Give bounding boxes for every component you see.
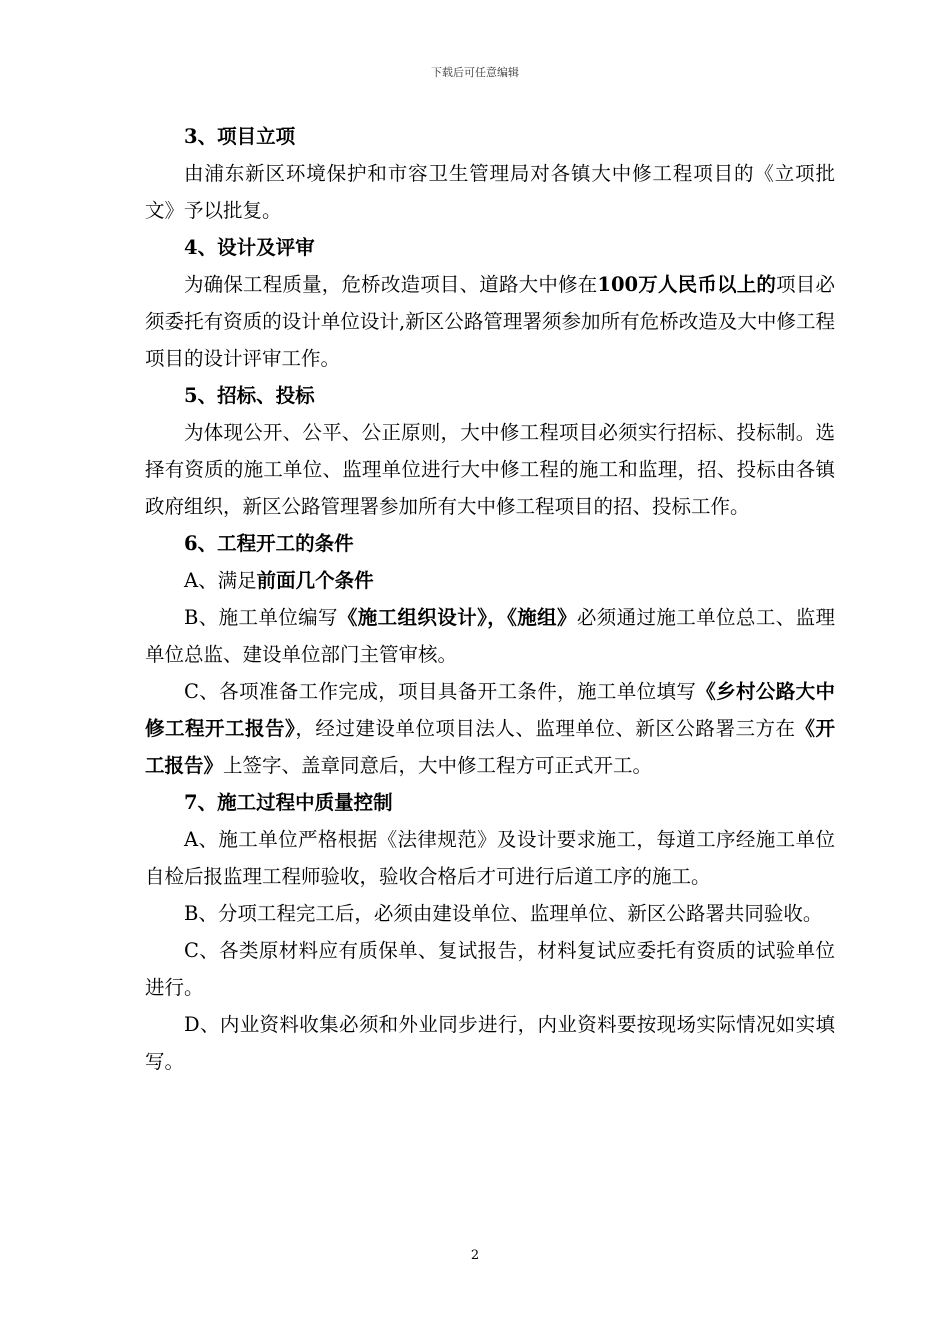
body-paragraph [145,1006,835,1080]
text-run: D、内业资料收集必须和外业同步进行，内业资料要按现场实际情况如实填写。 [145,1013,835,1073]
text-run: A、施工单位严格根据《法律规范》及设计要求施工，每道工序经施工单位自检后报监理工程师验收，验收合格后才可进行后道工序的施工。 [145,828,835,888]
text-run: 项目必须委托有资质的设计单位设计,新区公路管理署须参加所有危桥改造及大中修工程项目的设计评审工作。 [145,273,835,370]
body-paragraph [145,266,835,377]
body-paragraph [145,673,835,784]
body-paragraph [145,562,835,599]
text-run: B、施工单位编写 [184,606,338,629]
body-paragraph [145,932,835,1006]
section-heading: 5、招标、投标 [184,384,315,407]
bold-text-run: 100万人民币以上的 [597,273,777,296]
bold-text-run: 《施工组织设计》，《施组》 [337,606,577,629]
section-heading: 4、设计及评审 [184,236,315,259]
text-run: 上签字、盖章同意后，大中修工程方可正式开工。 [223,754,653,777]
page-header-note: 下载后可任意编辑 [431,66,519,79]
text-run: 由浦东新区环境保护和市容卫生管理局对各镇大中修工程项目的《立项批文》予以批复。 [145,162,835,222]
body-paragraph [145,599,835,673]
body-paragraph [145,821,835,895]
section-heading: 3、项目立项 [184,125,296,148]
body-paragraph [145,414,835,525]
text-run: 必须通过施工单位总工、监理单位总监、建设单位部门主管审核。 [145,606,835,666]
text-run: B、分项工程完工后，必须由建设单位、监理单位、新区公路署共同验收。 [184,902,823,925]
section-heading: 6、工程开工的条件 [184,532,354,555]
page-number: 2 [470,1248,480,1263]
body-paragraph [145,895,835,932]
bold-text-run: 《乡村公路大中修工程开工报告》 [145,680,835,740]
text-run: C、各类原材料应有质保单、复试报告，材料复试应委托有资质的试验单位进行。 [145,939,835,999]
document-body [145,118,835,1080]
bold-text-run: 前面几个条件 [256,569,374,592]
text-run: ，经过建设单位项目法人、监理单位、新区公路署三方在 [295,717,796,740]
text-run: A、满足 [184,569,257,592]
body-paragraph [145,155,835,229]
section-heading: 7、施工过程中质量控制 [184,791,393,814]
text-run: 为确保工程质量，危桥改造项目、道路大中修在 [184,273,598,296]
text-run: C、各项准备工作完成，项目具备开工条件，施工单位填写 [184,680,697,703]
text-run: 为体现公开、公平、公正原则，大中修工程项目必须实行招标、投标制。选择有资质的施工单位、监理单位进行大中修工程的施工和监理，招、投标由各镇政府组织，新区公路管理署参加所有大中修工程项目的招、投标工作。 [145,421,835,518]
bold-text-run: 《开工报告》 [145,717,835,777]
